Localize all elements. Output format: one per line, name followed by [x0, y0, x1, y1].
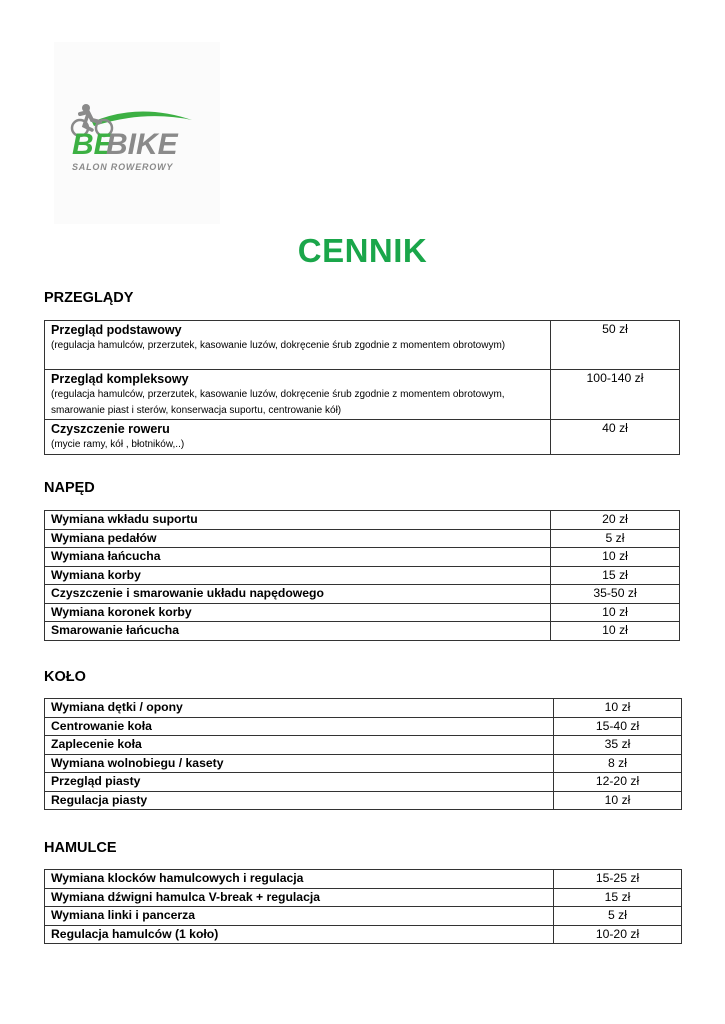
table-row [45, 321, 680, 370]
item-price: 15 zł [554, 888, 682, 907]
section-heading-hamulce: HAMULCE [44, 840, 117, 856]
item-name: Przegląd piasty [45, 773, 554, 792]
item-name: Wymiana korby [45, 566, 551, 585]
table-row [45, 717, 682, 736]
item-name: Zaplecenie koła [45, 736, 554, 755]
item-name: Wymiana pedałów [45, 529, 551, 548]
item-price: 15-40 zł [554, 717, 682, 736]
item-price: 10 zł [554, 791, 682, 810]
logo [54, 42, 220, 224]
item-price: 12-20 zł [554, 773, 682, 792]
table-row [45, 773, 682, 792]
price-table-naped [44, 510, 680, 641]
item-name: Wymiana wkładu suportu [45, 511, 551, 530]
item-name: Wymiana dętki / opony [45, 699, 554, 718]
table-row [45, 511, 680, 530]
logo-brand-bike: BIKE [106, 128, 178, 161]
section-heading-naped: NAPĘD [44, 480, 95, 496]
item-name: Wymiana koronek korby [45, 603, 551, 622]
section-heading-przeglady: PRZEGLĄDY [44, 290, 134, 306]
item-name: Regulacja piasty [45, 791, 554, 810]
item-price: 10-20 zł [554, 925, 682, 944]
table-row [45, 566, 680, 585]
item-name: Wymiana dźwigni hamulca V-break + regulacja [45, 888, 554, 907]
table-row [45, 585, 680, 604]
item-description: (regulacja hamulców, przerzutek, kasowanie luzów, dokręcenie śrub zgodnie z momentem obrotowym) [51, 340, 506, 351]
item-price: 10 zł [551, 622, 680, 641]
table-row [45, 420, 680, 455]
item-name: Wymiana linki i pancerza [45, 907, 554, 926]
table-row [45, 907, 682, 926]
price-table-kolo [44, 698, 682, 810]
table-row [45, 603, 680, 622]
table-row [45, 699, 682, 718]
item-description: (mycie ramy, kół , błotników,..) [51, 439, 185, 450]
item-price: 10 zł [551, 603, 680, 622]
item-price: 20 zł [551, 511, 680, 530]
item-name: Przegląd podstawowy [51, 323, 182, 337]
item-price: 10 zł [554, 699, 682, 718]
cyclist-logo-icon [54, 42, 220, 224]
item-name: Czyszczenie roweru [51, 422, 170, 436]
item-name: Wymiana klocków hamulcowych i regulacja [45, 870, 554, 889]
section-heading-kolo: KOŁO [44, 669, 86, 685]
table-row [45, 754, 682, 773]
item-name: Regulacja hamulców (1 koło) [45, 925, 554, 944]
table-row [45, 370, 680, 420]
item-name: Centrowanie koła [45, 717, 554, 736]
logo-tagline: SALON ROWEROWY [72, 162, 174, 172]
table-row [45, 736, 682, 755]
item-name: Czyszczenie i smarowanie układu napędowego [45, 585, 551, 604]
table-row [45, 529, 680, 548]
table-row [45, 791, 682, 810]
table-row [45, 888, 682, 907]
item-price: 8 zł [554, 754, 682, 773]
price-table-przeglady [44, 320, 680, 455]
item-name: Wymiana wolnobiegu / kasety [45, 754, 554, 773]
item-description: (regulacja hamulców, przerzutek, kasowanie luzów, dokręcenie śrub zgodnie z momentem obrotowym, smarowanie piast i sterów, konserwacja suportu, centrowanie kół) [51, 389, 505, 416]
item-price: 10 zł [551, 548, 680, 567]
item-price: 35-50 zł [551, 585, 680, 604]
item-price: 40 zł [551, 420, 680, 455]
item-price: 100-140 zł [551, 370, 680, 420]
table-row [45, 925, 682, 944]
logo-brand-be: BE [72, 128, 114, 161]
item-price: 5 zł [554, 907, 682, 926]
item-name: Przegląd kompleksowy [51, 372, 189, 386]
item-price: 5 zł [551, 529, 680, 548]
item-name: Wymiana łańcucha [45, 548, 551, 567]
item-price: 15-25 zł [554, 870, 682, 889]
item-price: 15 zł [551, 566, 680, 585]
item-price: 50 zł [551, 321, 680, 370]
table-row [45, 622, 680, 641]
item-price: 35 zł [554, 736, 682, 755]
item-name: Smarowanie łańcucha [45, 622, 551, 641]
price-table-hamulce [44, 869, 682, 944]
page-title: CENNIK [297, 232, 428, 269]
table-row [45, 548, 680, 567]
table-row [45, 870, 682, 889]
